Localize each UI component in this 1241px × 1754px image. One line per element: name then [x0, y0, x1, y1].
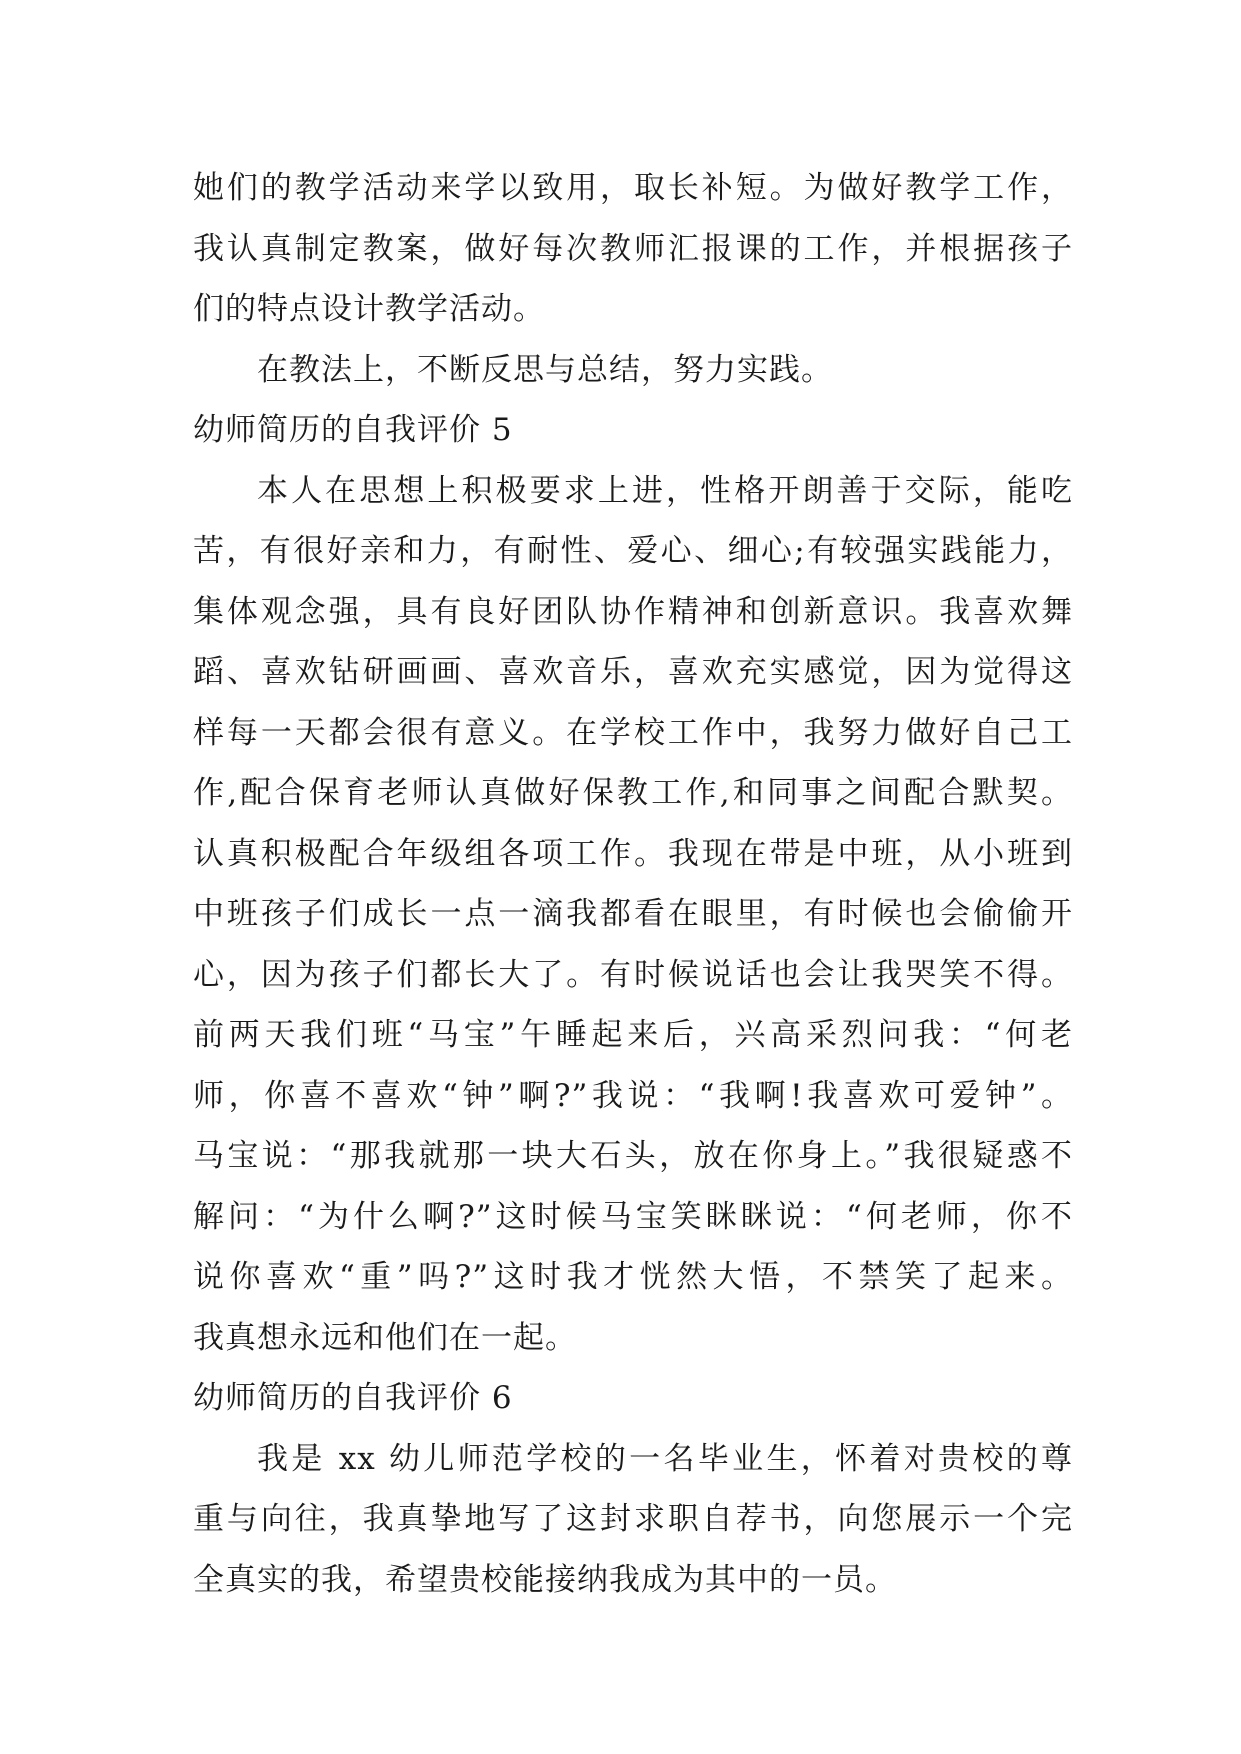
paragraph-line: 中班孩子们成长一点一滴我都看在眼里，有时候也会偷偷开	[193, 896, 1073, 932]
paragraph-line: 们的特点设计教学活动。	[193, 291, 545, 327]
paragraph-line: 马宝说：“那我就那一块大石头，放在你身上。”我很疑惑不	[193, 1138, 1073, 1174]
paragraph-line: 我真想永远和他们在一起。	[193, 1319, 577, 1356]
paragraph	[193, 1429, 1073, 1611]
paragraph-line: 说你喜欢“重”吗?”这时我才恍然大悟，不禁笑了起来。	[193, 1259, 1073, 1295]
paragraph-line: 作,配合保育老师认真做好保教工作,和同事之间配合默契。	[193, 775, 1073, 811]
paragraph-line: 重与向往，我真挚地写了这封求职自荐书，向您展示一个完	[193, 1501, 1073, 1537]
paragraph-line: 蹈、喜欢钻研画画、喜欢音乐，喜欢充实感觉，因为觉得这	[193, 654, 1073, 690]
paragraph-line: 全真实的我，希望贵校能接纳我成为其中的一员。	[193, 1561, 897, 1598]
paragraph-line: 在教法上，不断反思与总结，努力实践。	[257, 351, 833, 388]
paragraph	[193, 158, 1073, 340]
paragraph-line: 本人在思想上积极要求上进，性格开朗善于交际，能吃	[257, 472, 1073, 509]
paragraph-line: 集体观念强，具有良好团队协作精神和创新意识。我喜欢舞	[193, 593, 1073, 630]
section-heading: 幼师简历的自我评价 6	[193, 1380, 513, 1416]
paragraph-line: 解问：“为什么啊?”这时候马宝笑眯眯说：“何老师，你不	[193, 1198, 1073, 1235]
section-heading: 幼师简历的自我评价 5	[193, 412, 513, 448]
document-body	[193, 158, 1073, 1610]
paragraph-line: 师，你喜不喜欢“钟”啊?”我说：“我啊!我喜欢可爱钟”。	[193, 1077, 1073, 1114]
paragraph	[193, 461, 1073, 1369]
paragraph-line: 心，因为孩子们都长大了。有时候说话也会让我哭笑不得。	[193, 956, 1073, 993]
paragraph-line: 她们的教学活动来学以致用，取长补短。为做好教学工作，	[193, 170, 1073, 206]
paragraph-line: 样每一天都会很有意义。在学校工作中，我努力做好自己工	[193, 714, 1073, 751]
paragraph-line: 我认真制定教案，做好每次教师汇报课的工作，并根据孩子	[193, 230, 1073, 267]
paragraph-line: 前两天我们班“马宝”午睡起来后，兴高采烈问我：“何老	[193, 1017, 1073, 1053]
paragraph	[193, 340, 1073, 401]
paragraph-line: 苦，有很好亲和力，有耐性、爱心、细心;有较强实践能力，	[193, 533, 1073, 569]
paragraph-line: 我是 xx 幼儿师范学校的一名毕业生，怀着对贵校的尊	[257, 1440, 1073, 1477]
paragraph-line: 认真积极配合年级组各项工作。我现在带是中班，从小班到	[193, 835, 1073, 872]
